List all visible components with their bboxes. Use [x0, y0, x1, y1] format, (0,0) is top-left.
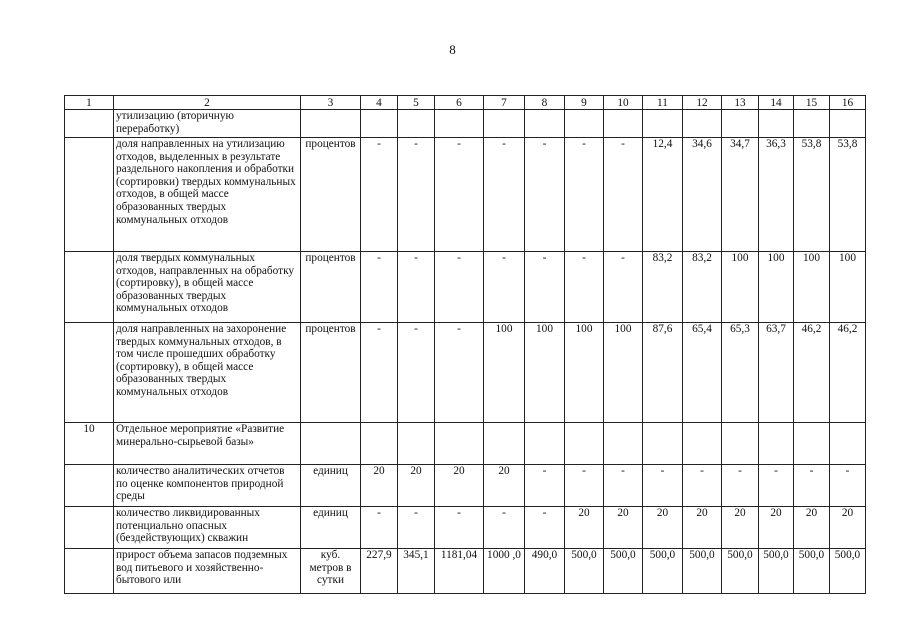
value-cell: 100 [604, 323, 643, 423]
value-cell: - [398, 138, 435, 252]
value-cell: - [525, 465, 565, 507]
value-cell: - [484, 138, 525, 252]
value-cell [398, 423, 435, 465]
value-cell: 83,2 [643, 252, 683, 323]
value-cell [525, 110, 565, 138]
header-cell: 10 [604, 96, 643, 110]
row-index [65, 138, 114, 252]
value-cell: - [604, 465, 643, 507]
value-cell: - [484, 252, 525, 323]
value-cell: 1181,04 [435, 549, 484, 594]
unit-cell [301, 110, 361, 138]
value-cell [794, 423, 830, 465]
value-cell: 500,0 [722, 549, 759, 594]
value-cell: - [435, 252, 484, 323]
value-cell: 20 [565, 507, 604, 549]
value-cell [484, 423, 525, 465]
header-cell: 2 [114, 96, 301, 110]
table-row [65, 465, 866, 507]
header-cell: 8 [525, 96, 565, 110]
header-cell: 5 [398, 96, 435, 110]
value-cell: - [398, 252, 435, 323]
value-cell: 20 [722, 507, 759, 549]
indicators-table [64, 95, 866, 594]
value-cell: 36,3 [759, 138, 794, 252]
value-cell: - [565, 465, 604, 507]
value-cell: - [435, 507, 484, 549]
value-cell: - [830, 465, 866, 507]
value-cell: 65,3 [722, 323, 759, 423]
value-cell: - [565, 138, 604, 252]
value-cell: 12,4 [643, 138, 683, 252]
value-cell: 20 [643, 507, 683, 549]
value-cell: 100 [565, 323, 604, 423]
value-cell [794, 110, 830, 138]
value-cell: 20 [604, 507, 643, 549]
value-cell [643, 110, 683, 138]
value-cell: - [525, 507, 565, 549]
value-cell [759, 110, 794, 138]
table-row [65, 323, 866, 423]
table-row [65, 549, 866, 594]
value-cell: 65,4 [683, 323, 722, 423]
header-cell: 1 [65, 96, 114, 110]
row-index [65, 252, 114, 323]
value-cell [525, 423, 565, 465]
value-cell: - [604, 138, 643, 252]
indicator-name: доля твердых коммунальных отходов, направленных на обработку (сортировку), в общей массе образованных твердых коммунальных отходов [114, 252, 301, 323]
value-cell: - [643, 465, 683, 507]
value-cell [683, 110, 722, 138]
indicator-name: прирост объема запасов подземных вод питьевого и хозяйственно-бытового или [114, 549, 301, 594]
row-index [65, 323, 114, 423]
indicator-name: Отдельное мероприятие «Развитие минерально-сырьевой базы» [114, 423, 301, 465]
value-cell: 34,7 [722, 138, 759, 252]
value-cell: 1000 ,0 [484, 549, 525, 594]
value-cell [759, 423, 794, 465]
value-cell: 500,0 [759, 549, 794, 594]
value-cell: - [398, 507, 435, 549]
table-row [65, 110, 866, 138]
value-cell: - [398, 323, 435, 423]
table-row [65, 423, 866, 465]
value-cell: - [435, 323, 484, 423]
header-cell: 15 [794, 96, 830, 110]
value-cell [643, 423, 683, 465]
value-cell: 500,0 [830, 549, 866, 594]
row-index: 10 [65, 423, 114, 465]
header-cell: 13 [722, 96, 759, 110]
indicator-name: доля направленных на утилизацию отходов, выделенных в результате раздельного накопления и обработки (сортировки) твердых коммунальных отходов, в общей массе образованных твердых коммунальных отходов [114, 138, 301, 252]
unit-cell: куб. метров в сутки [301, 549, 361, 594]
value-cell: - [435, 138, 484, 252]
value-cell [722, 423, 759, 465]
value-cell [683, 423, 722, 465]
value-cell: 87,6 [643, 323, 683, 423]
unit-cell: процентов [301, 323, 361, 423]
table-row [65, 138, 866, 252]
value-cell: - [525, 252, 565, 323]
value-cell: 20 [398, 465, 435, 507]
value-cell: 100 [525, 323, 565, 423]
value-cell: 53,8 [830, 138, 866, 252]
value-cell: - [361, 323, 398, 423]
value-cell [830, 423, 866, 465]
unit-cell: процентов [301, 252, 361, 323]
value-cell: 83,2 [683, 252, 722, 323]
value-cell [604, 110, 643, 138]
value-cell: - [565, 252, 604, 323]
value-cell [722, 110, 759, 138]
table-row [65, 507, 866, 549]
value-cell: 227,9 [361, 549, 398, 594]
header-cell: 11 [643, 96, 683, 110]
value-cell [830, 110, 866, 138]
value-cell [398, 110, 435, 138]
unit-cell: единиц [301, 507, 361, 549]
value-cell: 46,2 [830, 323, 866, 423]
value-cell: 46,2 [794, 323, 830, 423]
value-cell: 20 [830, 507, 866, 549]
value-cell: 500,0 [794, 549, 830, 594]
row-index [65, 549, 114, 594]
header-cell: 4 [361, 96, 398, 110]
unit-cell: процентов [301, 138, 361, 252]
indicator-name: количество ликвидированных потенциально опасных (бездействующих) скважин [114, 507, 301, 549]
value-cell: 500,0 [604, 549, 643, 594]
value-cell: - [361, 507, 398, 549]
header-cell: 3 [301, 96, 361, 110]
value-cell: 20 [794, 507, 830, 549]
value-cell: - [361, 138, 398, 252]
value-cell: 100 [484, 323, 525, 423]
value-cell [435, 110, 484, 138]
value-cell: - [683, 465, 722, 507]
value-cell: - [361, 252, 398, 323]
value-cell: 20 [435, 465, 484, 507]
value-cell: - [484, 507, 525, 549]
value-cell [604, 423, 643, 465]
value-cell [361, 423, 398, 465]
value-cell: 20 [361, 465, 398, 507]
row-index [65, 110, 114, 138]
value-cell [565, 423, 604, 465]
indicator-name: количество аналитических отчетов по оценке компонентов природной среды [114, 465, 301, 507]
value-cell: 53,8 [794, 138, 830, 252]
value-cell: 100 [830, 252, 866, 323]
value-cell: - [722, 465, 759, 507]
header-cell: 14 [759, 96, 794, 110]
unit-cell [301, 423, 361, 465]
value-cell [361, 110, 398, 138]
header-cell: 7 [484, 96, 525, 110]
value-cell: - [525, 138, 565, 252]
value-cell [565, 110, 604, 138]
value-cell: 500,0 [683, 549, 722, 594]
row-index [65, 507, 114, 549]
header-cell: 6 [435, 96, 484, 110]
indicator-name: доля направленных на захоронение твердых коммунальных отходов, в том числе прошедших обработку (сортировку), в общей массе образованных твердых коммунальных отходов [114, 323, 301, 423]
header-cell: 12 [683, 96, 722, 110]
value-cell: 20 [683, 507, 722, 549]
value-cell: - [604, 252, 643, 323]
row-index [65, 465, 114, 507]
value-cell: 100 [722, 252, 759, 323]
value-cell [484, 110, 525, 138]
value-cell: 20 [759, 507, 794, 549]
value-cell: 63,7 [759, 323, 794, 423]
value-cell [435, 423, 484, 465]
indicator-name: утилизацию (вторичную переработку) [114, 110, 301, 138]
value-cell: 100 [759, 252, 794, 323]
header-row [65, 96, 866, 110]
unit-cell: единиц [301, 465, 361, 507]
header-cell: 9 [565, 96, 604, 110]
value-cell: - [794, 465, 830, 507]
value-cell: 500,0 [643, 549, 683, 594]
value-cell: 34,6 [683, 138, 722, 252]
page-number: 8 [449, 42, 456, 57]
value-cell: 500,0 [565, 549, 604, 594]
value-cell: 345,1 [398, 549, 435, 594]
value-cell: - [759, 465, 794, 507]
value-cell: 490,0 [525, 549, 565, 594]
value-cell: 100 [794, 252, 830, 323]
value-cell: 20 [484, 465, 525, 507]
header-cell: 16 [830, 96, 866, 110]
table-row [65, 252, 866, 323]
